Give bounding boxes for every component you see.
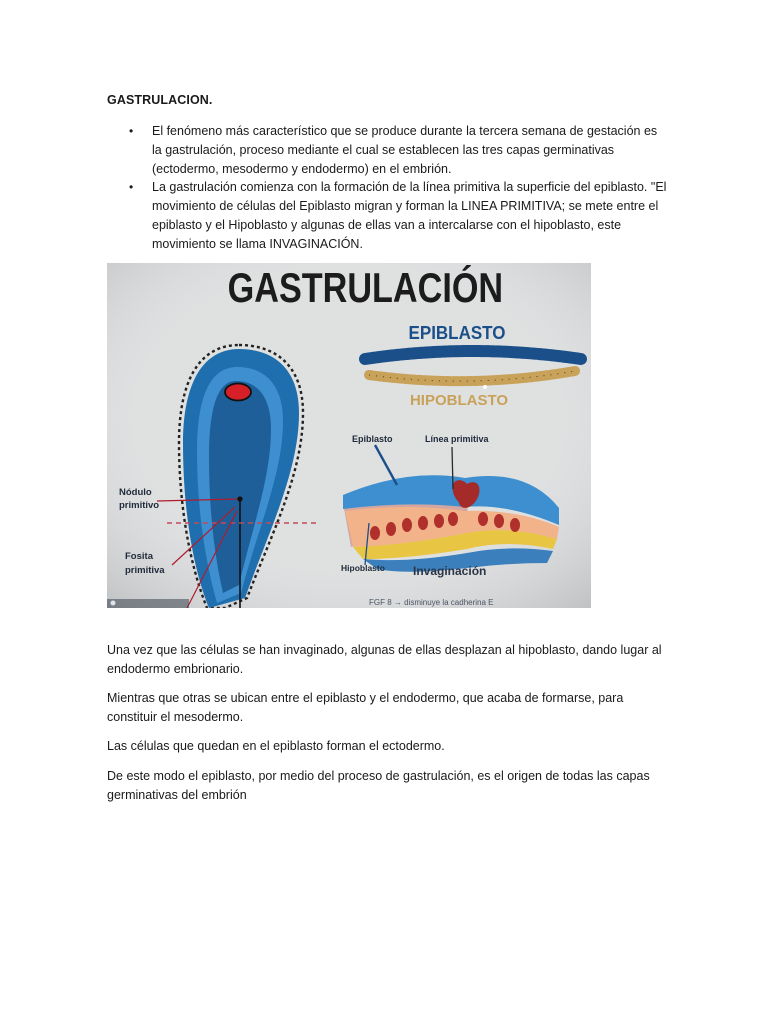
document-heading: GASTRULACION. [107,93,213,107]
label-nodulo-line2: primitivo [119,500,160,511]
mesoderm-cell [494,514,504,528]
label-fosita-line1: Fosita [125,551,153,562]
bullet-item [107,122,667,178]
paragraph: De este modo el epiblasto, por medio del proceso de gastrulación, es el origen de todas las capas germinativas del embrión [107,769,650,802]
label-hipoblasto: Hipoblasto [341,563,385,573]
mesoderm-cell [478,512,488,526]
label-hipoblasto-top: HIPOBLASTO [409,392,509,409]
bullet-list [107,122,667,254]
mesoderm-cell [418,516,428,530]
label-fosita-line2: primitiva [125,565,165,576]
label-linea-primitiva: Línea primitiva [425,434,489,444]
bullet-text: La gastrulación comienza con la formación de la línea primitiva la superficie del epiblasto. "El movimiento de células del Epiblasto migran y forman la LINEA PRIMITIVA; se mete entre el epiblasto y el Hipoblasto y algunas de ellas van a intercalarse con el hipoblasto, este movimiento se llama INVAGINACIÓN. [152,180,667,251]
play-icon [111,601,116,606]
paragraph: Mientras que otras se ubican entre el epiblasto y el endodermo, que acaba de formarse, para constituir el mesodermo. [107,691,624,724]
figure-title: GASTRULACIÓN [227,266,504,312]
bullet-text: El fenómeno más característico que se produce durante la tercera semana de gestación es la gastrulación, proceso mediante el cual se establecen las tres capas germinativas (ectodermo, mesodermo y endodermo) en el embrión. [152,124,658,176]
video-control-strip [107,599,189,608]
paragraph: Una vez que las células se han invaginado, algunas de ellas desplazan al hipoblasto, dando lugar al endodermo embrionario. [107,643,662,676]
mesoderm-cell [370,526,380,540]
gastrulation-figure [107,263,591,608]
primitive-node [225,384,251,401]
label-epiblasto-top: EPIBLASTO [408,322,506,344]
mesoderm-cell [510,518,520,532]
mesoderm-cell [402,518,412,532]
mesoderm-cell [386,522,396,536]
caption-fgf: FGF 8 → disminuye la cadherina E [369,598,494,607]
mesoderm-cell [434,514,444,528]
mesoderm-cell [448,512,458,526]
label-invaginacion: Invaginación [413,564,487,578]
bullet-item [107,178,667,253]
cursor-mark [483,385,487,389]
bullet-icon: • [129,180,134,195]
paragraph: Las células que quedan en el epiblasto forman el ectodermo. [107,739,445,753]
node-dot [237,496,242,501]
gastrulation-diagram [107,263,591,608]
label-nodulo-line1: Nódulo [119,487,152,498]
label-epiblasto: Epiblasto [352,434,393,444]
bullet-icon: • [129,124,134,138]
